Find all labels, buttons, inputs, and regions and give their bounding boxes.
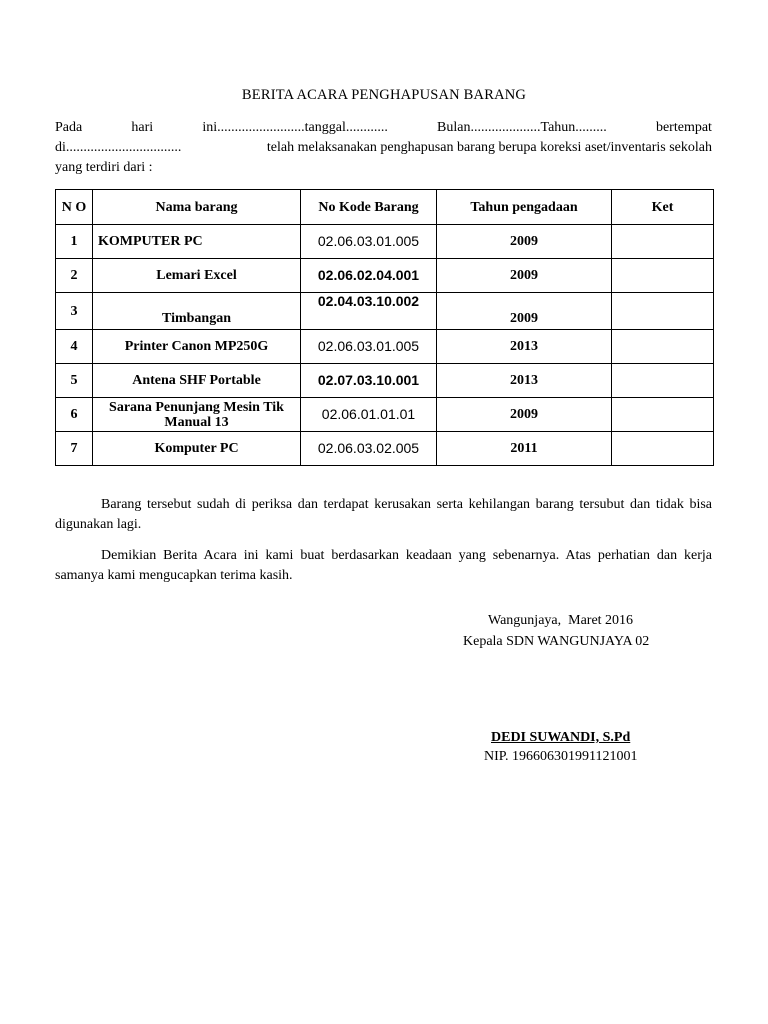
intro-line-3: yang terdiri dari : [55, 160, 153, 175]
document-title: BERITA ACARA PENGHAPUSAN BARANG [241, 87, 527, 103]
cell-note [612, 330, 714, 364]
cell-code: 02.06.03.02.005 [301, 432, 437, 466]
cell-note [612, 225, 714, 259]
header-note: Ket [612, 190, 714, 225]
header-name: Nama barang [93, 190, 301, 225]
cell-no: 6 [56, 398, 93, 432]
table-row [56, 398, 714, 432]
cell-no: 7 [56, 432, 93, 466]
cell-no: 2 [56, 259, 93, 293]
statement-paragraph: Barang tersebut sudah di periksa dan terdapat kerusakan serta kehilangan barang tersubut dan tidak bisa digunakan lagi. [55, 497, 712, 532]
cell-note [612, 398, 714, 432]
cell-code: 02.04.03.10.002 [301, 293, 437, 330]
cell-name: Timbangan [93, 293, 301, 330]
cell-code: 02.06.03.01.005 [301, 225, 437, 259]
cell-note [612, 293, 714, 330]
cell-name: Lemari Excel [93, 259, 301, 293]
cell-year: 2009 [437, 293, 612, 330]
header-year: Tahun pengadaan [437, 190, 612, 225]
closing-paragraph: Demikian Berita Acara ini kami buat berdasarkan keadaan yang sebenarnya. Atas perhatian dan kerja samanya kami mengucapkan terima kasih. [55, 548, 712, 583]
cell-year: 2009 [437, 225, 612, 259]
cell-name: Printer Canon MP250G [93, 330, 301, 364]
signer-name: DEDI SUWANDI, S.Pd [491, 730, 631, 745]
cell-code: 02.06.03.01.005 [301, 330, 437, 364]
cell-no: 4 [56, 330, 93, 364]
cell-year: 2011 [437, 432, 612, 466]
table-row [56, 432, 714, 466]
place-date: Wangunjaya, Maret 2016 [488, 613, 634, 628]
intro-line-2 [55, 138, 712, 158]
table-header-row [56, 190, 714, 225]
header-no: N O [56, 190, 93, 225]
cell-name: Komputer PC [93, 432, 301, 466]
cell-name: Antena SHF Portable [93, 364, 301, 398]
cell-no: 5 [56, 364, 93, 398]
cell-note [612, 259, 714, 293]
cell-code: 02.06.01.01.01 [301, 398, 437, 432]
intro-word: di................................. [55, 140, 182, 155]
signer-position: Kepala SDN WANGUNJAYA 02 [463, 634, 650, 649]
cell-code: 02.06.02.04.001 [301, 259, 437, 293]
cell-name: Sarana Penunjang Mesin Tik Manual 13 [93, 398, 301, 432]
intro-paragraph [55, 118, 712, 178]
intro-line-1 [55, 118, 712, 138]
intro-word: telah melaksanakan penghapusan barang berupa koreksi aset/inventaris sekolah [266, 140, 712, 155]
cell-year: 2013 [437, 330, 612, 364]
cell-code: 02.07.03.10.001 [301, 364, 437, 398]
intro-word: Pada [55, 120, 83, 135]
cell-year: 2009 [437, 259, 612, 293]
cell-note [612, 364, 714, 398]
table-row [56, 259, 714, 293]
header-code: No Kode Barang [301, 190, 437, 225]
items-table [55, 189, 714, 466]
table-row [56, 330, 714, 364]
cell-year: 2009 [437, 398, 612, 432]
intro-word: Bulan....................Tahun......... [437, 120, 607, 135]
table-row [56, 364, 714, 398]
cell-no: 3 [56, 293, 93, 330]
signer-nip: NIP. 196606301991121001 [484, 749, 638, 764]
cell-year: 2013 [437, 364, 612, 398]
intro-word: hari [131, 120, 154, 135]
cell-name: KOMPUTER PC [93, 225, 301, 259]
table-row [56, 293, 714, 330]
cell-note [612, 432, 714, 466]
cell-no: 1 [56, 225, 93, 259]
intro-word: ini.........................tanggal............ [202, 120, 388, 135]
table-row [56, 225, 714, 259]
intro-word: bertempat [655, 120, 712, 135]
